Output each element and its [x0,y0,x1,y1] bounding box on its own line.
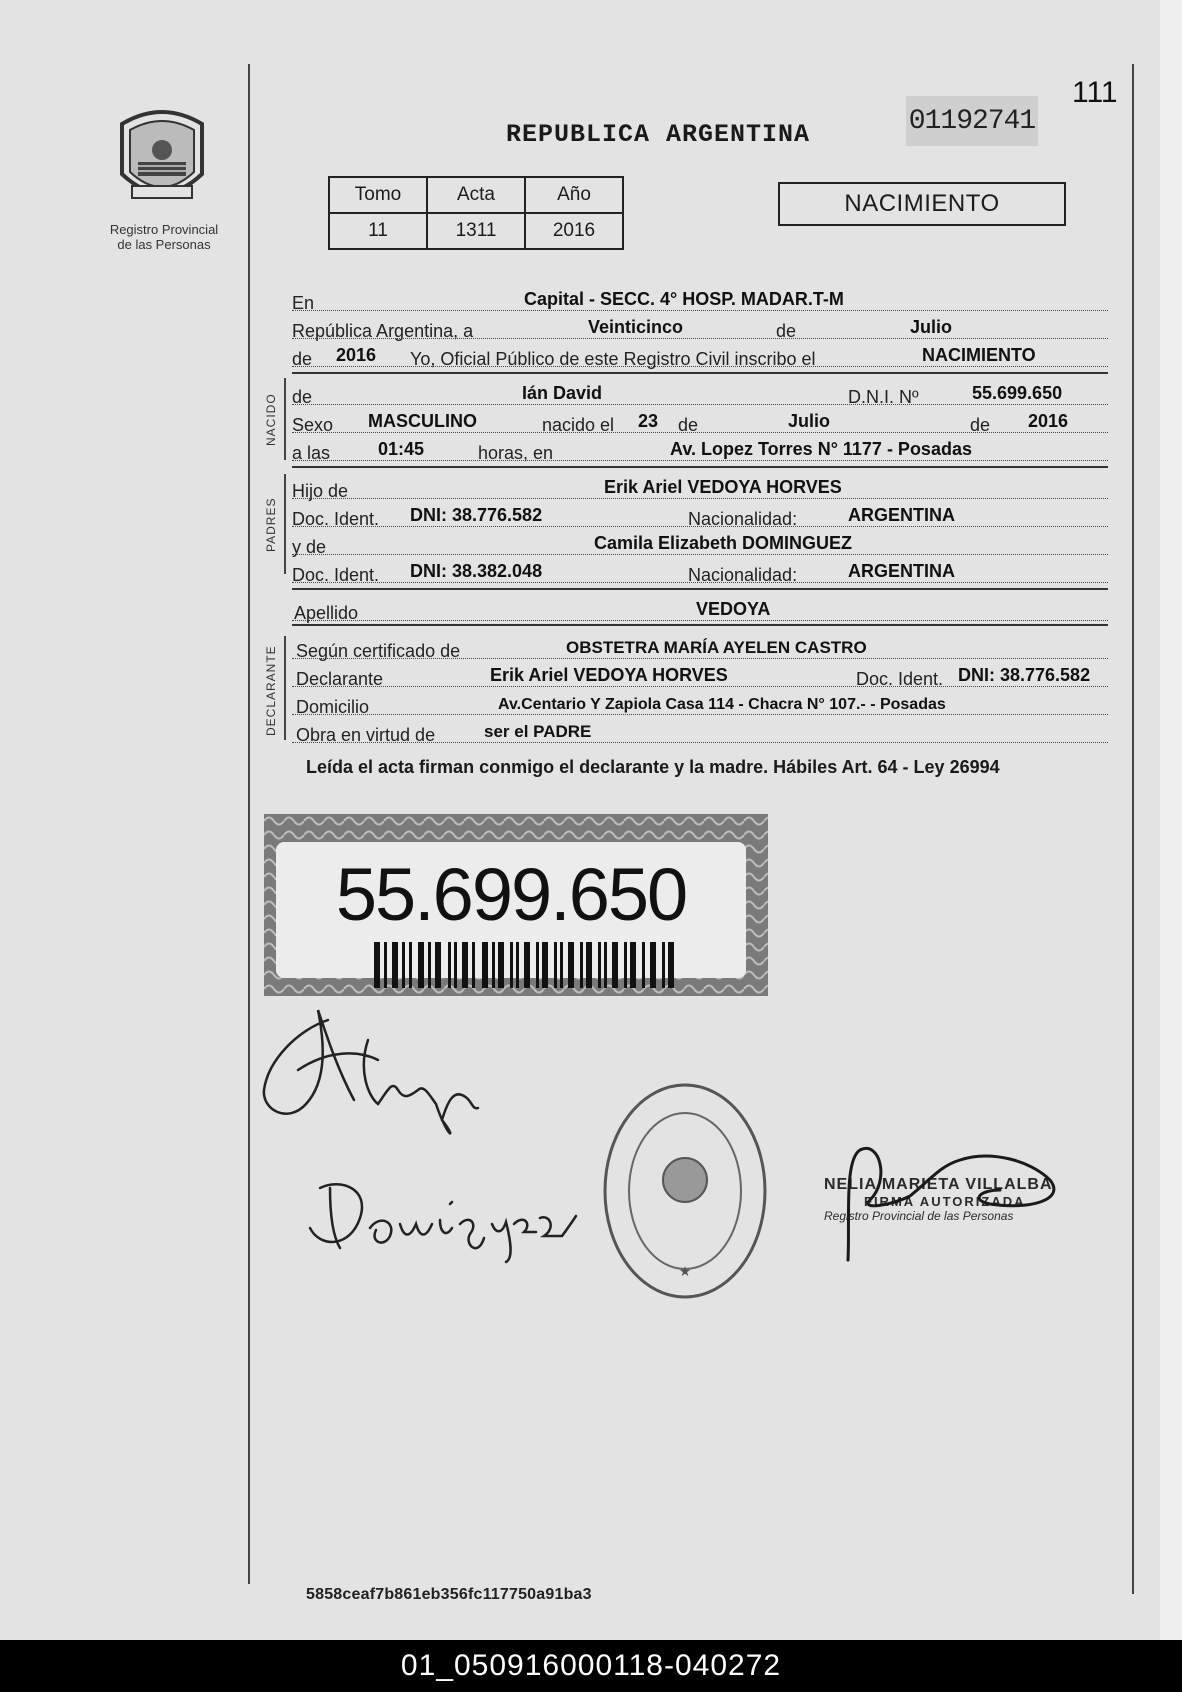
value-place: Capital - SECC. 4° HOSP. MADAR.T-M [524,289,844,309]
value-father: Erik Ariel VEDOYA HORVES [604,477,842,497]
separator-rule [292,588,1108,590]
label-horas-en: horas, en [478,443,554,463]
separator-rule [292,372,1108,374]
label-republica: República Argentina, a [292,321,474,341]
register-value-tomo: 11 [329,213,427,249]
right-margin-line [1132,64,1134,1594]
register-header-tomo: Tomo [329,177,427,213]
label-de: de [776,321,797,341]
row-place [292,286,1108,311]
value-domicilio: Av.Centario Y Zapiola Casa 114 - Chacra N° 107.- - Posadas [498,696,946,713]
separator-rule [292,466,1108,468]
value-time: 01:45 [378,439,425,459]
row-apellido [292,596,1108,621]
row-domicilio [292,690,1108,715]
mother-signature [300,1158,600,1268]
value-mother-doc: DNI: 38.382.048 [410,561,543,581]
row-declarante [292,662,1108,687]
value-child-dni: 55.699.650 [972,383,1063,403]
value-father-doc: DNI: 38.776.582 [410,505,543,525]
official-registry: Registro Provincial de las Personas [824,1209,1014,1223]
section-label-padres: PADRES [264,497,278,552]
label-de-year: de [292,349,313,369]
left-margin-line [248,64,250,1584]
label-de-birth-month: de [678,415,699,435]
section-label-nacido: NACIDO [264,393,278,446]
value-birth-month: Julio [788,411,831,431]
barcode-icon [374,942,674,988]
official-signature [830,1120,1080,1270]
label-a-las: a las [292,443,331,463]
footer-document-id: 01_050916000118-040272 [0,1640,1182,1692]
label-de-name: de [292,387,313,407]
dni-barcode-sticker [264,814,768,996]
closing-statement: Leída el acta firman conmigo el declarante y la madre. Hábiles Art. 64 - Ley 26994 [306,757,1000,777]
value-obra: ser el PADRE [484,722,592,741]
value-declarante: Erik Ariel VEDOYA HORVES [490,665,728,685]
label-declarante: Declarante [296,669,384,689]
province-seal-logo [112,104,212,214]
row-mother-doc [292,558,1108,583]
label-en: En [292,293,315,313]
label-nacido-el: nacido el [542,415,615,435]
label-apellido: Apellido [294,603,359,623]
certificate-type-box: NACIMIENTO [778,182,1066,226]
row-name [292,380,1108,405]
declarante-bracket [284,636,286,740]
value-father-nat: ARGENTINA [848,505,955,525]
declarant-signature [258,1000,518,1150]
value-decl-doc: DNI: 38.776.582 [958,665,1091,685]
value-mother-nat: ARGENTINA [848,561,955,581]
value-birth-year: 2016 [1028,411,1069,431]
separator-rule [292,624,1108,626]
value-child-name: Ián David [522,383,603,403]
label-yo-text: Yo, Oficial Público de este Registro Civil inscribo el [410,349,816,369]
serial-number: 01192741 [906,96,1038,146]
value-mother: Camila Elizabeth DOMINGUEZ [594,533,853,553]
register-value-acta: 1311 [427,213,525,249]
sticker-dni-number: 55.699.650 [335,853,687,936]
register-table [328,176,624,250]
row-father-doc [292,502,1108,527]
value-birth-address: Av. Lopez Torres N° 1177 - Posadas [670,439,972,459]
svg-text:★: ★ [678,1263,692,1279]
row-cert [292,634,1108,659]
official-role: FIRMA AUTORIZADA [864,1194,1026,1209]
label-doc-ident-decl: Doc. Ident. [856,669,944,689]
page-number: 111 [1072,76,1118,109]
official-name: NELIA MARIETA VILLALBA [824,1176,1053,1193]
row-time-place [292,436,1108,461]
value-month: Julio [910,317,953,337]
nacido-bracket [284,378,286,460]
page-title: REPUBLICA ARGENTINA [506,120,811,149]
label-dni: D.N.I. Nº [848,387,919,407]
label-de-birth-year: de [970,415,991,435]
label-domicilio: Domicilio [296,697,370,717]
value-sexo: MASCULINO [368,411,477,431]
label-segun-cert: Según certificado de [296,641,461,661]
label-nacionalidad-mother: Nacionalidad: [688,565,798,585]
padres-bracket [284,474,286,574]
registry-stamp-icon [600,1080,770,1302]
value-day: Veinticinco [588,317,684,337]
page-edge [1160,0,1182,1640]
row-sex-birth [292,408,1108,433]
value-cert: OBSTETRA MARÍA AYELEN CASTRO [566,638,867,657]
register-header-anio: Año [525,177,623,213]
label-nacionalidad: Nacionalidad: [688,509,798,529]
value-birth-day: 23 [638,411,659,431]
label-obra: Obra en virtud de [296,725,436,745]
section-label-declarante: DECLARANTE [264,645,278,736]
sticker-label [276,842,746,978]
row-date [292,314,1108,339]
label-sexo: Sexo [292,415,334,435]
label-hijo-de: Hijo de [292,481,349,501]
register-header-acta: Acta [427,177,525,213]
document-hash: 5858ceaf7b861eb356fc117750a91ba3 [306,1586,592,1603]
label-doc-ident: Doc. Ident. [292,509,380,529]
label-y-de: y de [292,537,327,557]
registry-caption: Registro Provincial de las Personas [109,222,219,252]
value-year: 2016 [336,345,377,365]
register-value-anio: 2016 [525,213,623,249]
label-doc-ident-mother: Doc. Ident. [292,565,380,585]
row-mother [292,530,1108,555]
row-year [292,342,1108,367]
value-inscribo: NACIMIENTO [922,345,1036,365]
row-obra [292,718,1108,743]
value-apellido: VEDOYA [696,599,771,619]
row-father [292,474,1108,499]
